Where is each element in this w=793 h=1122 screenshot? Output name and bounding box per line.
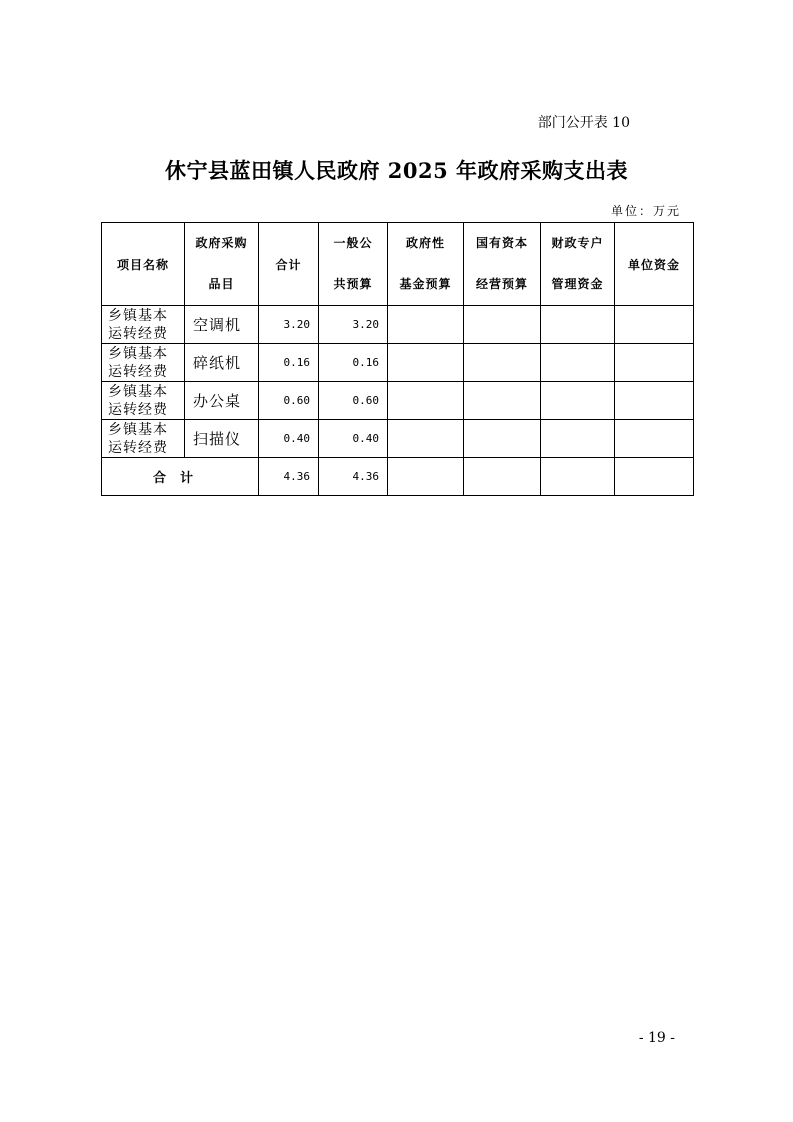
page-title: 休宁县蓝田镇人民政府 2025 年政府采购支出表 xyxy=(164,158,629,183)
item-cell: 空调机 xyxy=(185,306,259,344)
grand-total-cell: 4.36 xyxy=(259,458,319,496)
unit-fund-cell xyxy=(615,382,694,420)
special-fund-cell xyxy=(541,306,615,344)
grand-general-budget-cell: 4.36 xyxy=(319,458,388,496)
page-number: - 19 - xyxy=(638,1030,675,1046)
header-project-name: 项目名称 xyxy=(102,223,185,306)
state-capital-cell xyxy=(464,344,541,382)
state-capital-cell xyxy=(464,420,541,458)
special-fund-cell xyxy=(541,420,615,458)
table-total-row xyxy=(102,458,694,496)
header-special-fund: 财政专户 管理资金 xyxy=(541,223,615,306)
total-cell: 3.20 xyxy=(259,306,319,344)
special-fund-cell xyxy=(541,458,615,496)
table-row xyxy=(102,344,694,382)
project-cell: 乡镇基本 运转经费 xyxy=(102,420,185,458)
table-row xyxy=(102,306,694,344)
item-cell: 碎纸机 xyxy=(185,344,259,382)
header-state-capital-budget: 国有资本 经营预算 xyxy=(464,223,541,306)
general-budget-cell: 0.16 xyxy=(319,344,388,382)
total-cell: 0.40 xyxy=(259,420,319,458)
project-cell: 乡镇基本 运转经费 xyxy=(102,344,185,382)
unit-fund-cell xyxy=(615,344,694,382)
project-cell: 乡镇基本 运转经费 xyxy=(102,306,185,344)
project-cell: 乡镇基本 运转经费 xyxy=(102,382,185,420)
item-cell: 扫描仪 xyxy=(185,420,259,458)
procurement-table xyxy=(101,222,694,496)
general-budget-cell: 3.20 xyxy=(319,306,388,344)
total-label: 合计 xyxy=(102,458,259,496)
header-gov-fund-budget: 政府性 基金预算 xyxy=(388,223,464,306)
gov-fund-cell xyxy=(388,420,464,458)
table-row xyxy=(102,420,694,458)
total-cell: 0.60 xyxy=(259,382,319,420)
total-cell: 0.16 xyxy=(259,344,319,382)
gov-fund-cell xyxy=(388,344,464,382)
state-capital-cell xyxy=(464,458,541,496)
special-fund-cell xyxy=(541,382,615,420)
special-fund-cell xyxy=(541,344,615,382)
state-capital-cell xyxy=(464,306,541,344)
gov-fund-cell xyxy=(388,458,464,496)
header-unit-fund: 单位资金 xyxy=(615,223,694,306)
table-row xyxy=(102,382,694,420)
general-budget-cell: 0.40 xyxy=(319,420,388,458)
gov-fund-cell xyxy=(388,306,464,344)
unit-fund-cell xyxy=(615,458,694,496)
item-cell: 办公桌 xyxy=(185,382,259,420)
unit-fund-cell xyxy=(615,306,694,344)
general-budget-cell: 0.60 xyxy=(319,382,388,420)
gov-fund-cell xyxy=(388,382,464,420)
unit-label: 单位：万元 xyxy=(610,204,681,218)
table-header-row xyxy=(102,223,694,306)
unit-fund-cell xyxy=(615,420,694,458)
header-general-budget: 一般公 共预算 xyxy=(319,223,388,306)
page-code: 部门公开表 10 xyxy=(537,115,630,131)
header-total: 合计 xyxy=(259,223,319,306)
header-procurement-item: 政府采购 品目 xyxy=(185,223,259,306)
state-capital-cell xyxy=(464,382,541,420)
